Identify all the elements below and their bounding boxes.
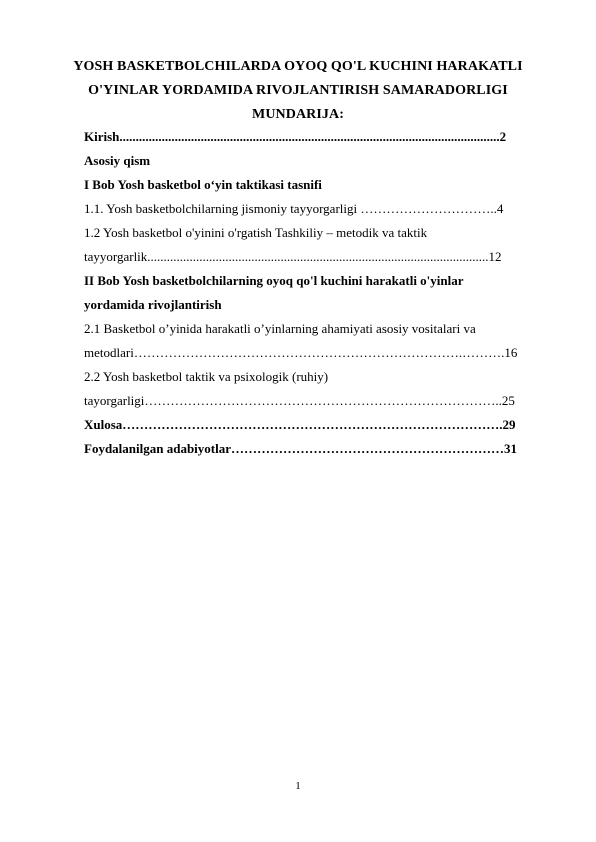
toc-entry-2-2-continued: tayorgarligi………………………………………………………………………..25 — [84, 393, 515, 408]
toc-entry-2-2: 2.2 Yosh basketbol taktik va psixologik (ruhiy) — [84, 369, 329, 384]
toc-heading: MUNDARIJA: — [252, 107, 344, 122]
toc-entry-xulosa: Xulosa…………………………………………………………………………….29 — [84, 417, 516, 432]
toc-entry-asosiy-qism: Asosiy qism — [84, 153, 151, 168]
toc-entry-kirish: Kirish.....................................................................................................................2 — [84, 129, 507, 144]
document-title-line-2: O'YINLAR YORDAMIDA RIVOJLANTIRISH SAMARADORLIGI — [88, 83, 508, 98]
toc-entry-chapter-2: II Bob Yosh basketbolchilarning oyoq qo'l kuchini harakatli o'yinlar — [84, 273, 464, 288]
toc-entry-chapter-1: I Bob Yosh basketbol o‘yin taktikasi tasnifi — [84, 177, 322, 192]
toc-entry-chapter-2-continued: yordamida rivojlantirish — [84, 297, 222, 312]
document-title-line-1: YOSH BASKETBOLCHILARDA OYOQ QO'L KUCHINI HARAKATLI — [73, 59, 523, 74]
page-number: 1 — [295, 780, 301, 792]
toc-entry-2-1-continued: metodlari………………………………………………………………….……….16 — [84, 345, 518, 360]
toc-entry-1-1: 1.1. Yosh basketbolchilarning jismoniy tayyorgarligi …………………………..4 — [84, 201, 504, 216]
toc-entry-1-2: 1.2 Yosh basketbol o'yinini o'rgatish Tashkiliy – metodik va taktik — [84, 225, 428, 240]
toc-entry-1-2-continued: tayyorgarlik.........................................................................................................12 — [84, 249, 502, 264]
toc-entry-foydalanilgan-adabiyotlar: Foydalanilgan adabiyotlar………………………………………………………31 — [84, 441, 517, 456]
toc-entry-2-1: 2.1 Basketbol o’yinida harakatli o’yinlarning ahamiyati asosiy vositalari va — [84, 321, 476, 336]
